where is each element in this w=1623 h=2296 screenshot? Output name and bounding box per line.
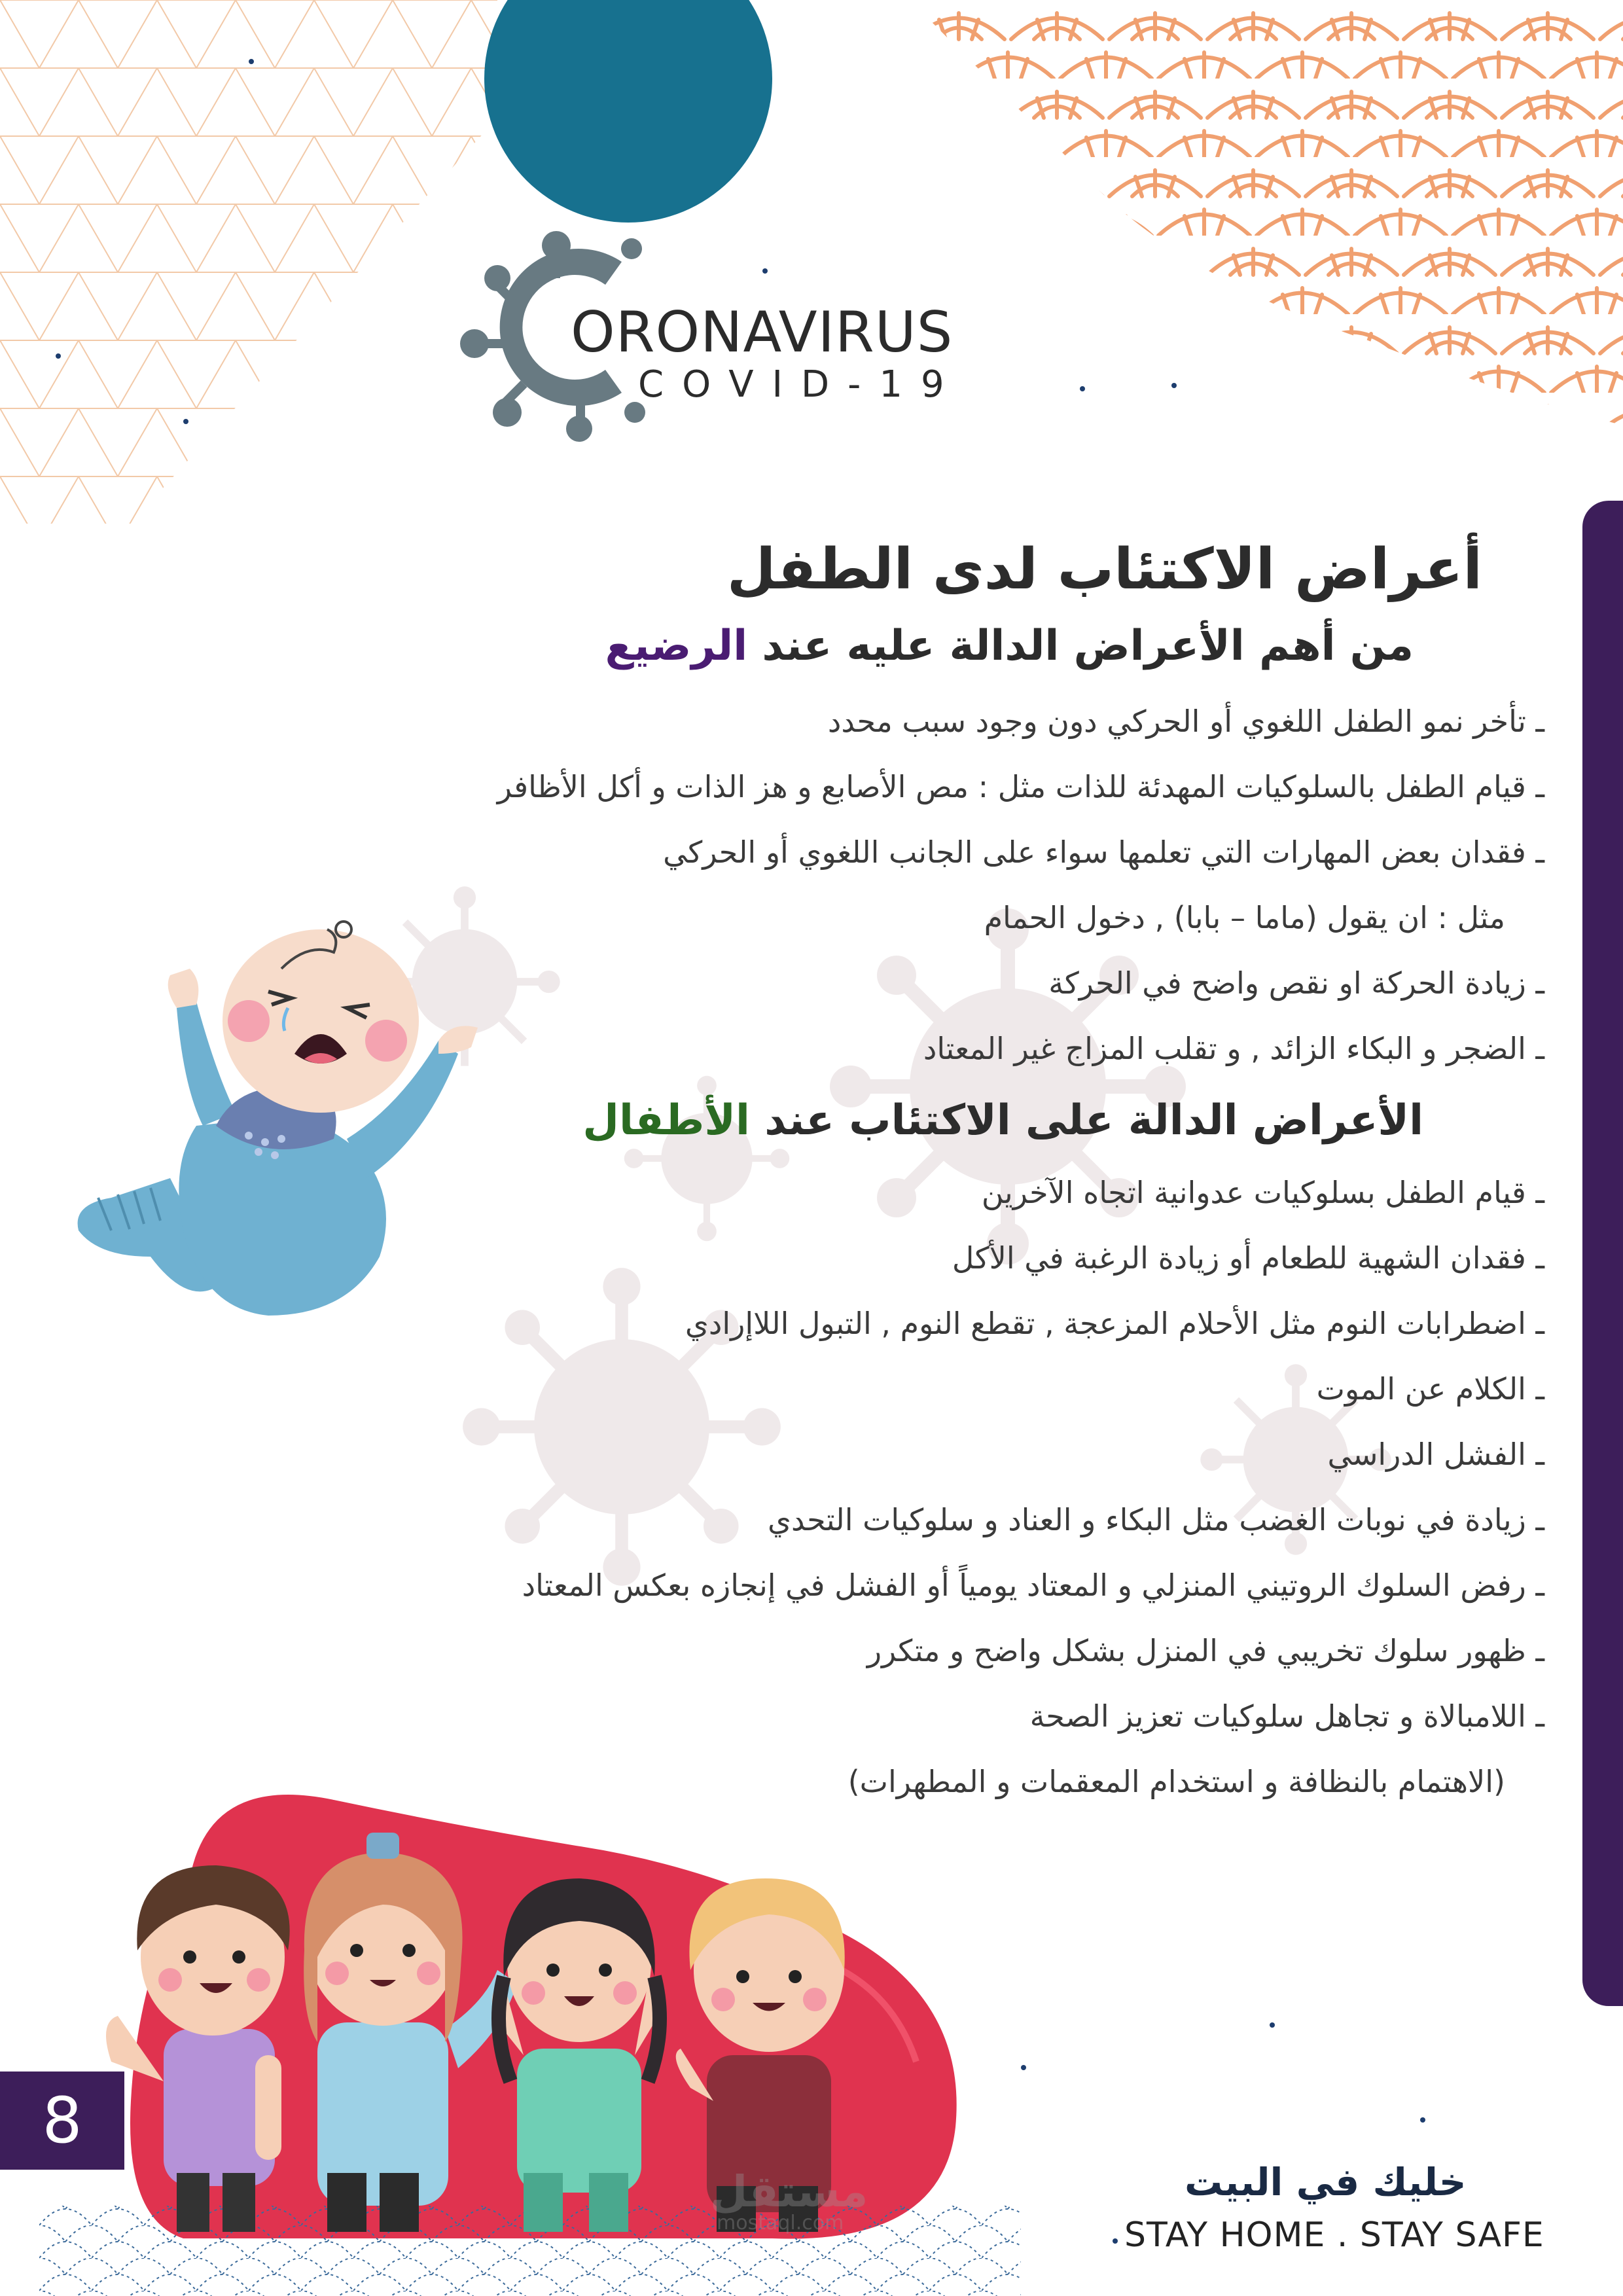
infant-list-item: ـ زيادة الحركة او نقص واضح في الحركة xyxy=(1048,965,1544,1001)
dot-decoration xyxy=(1420,2117,1425,2123)
page-title: أعراض الاكتئاب لدى الطفل xyxy=(726,537,1482,602)
children-heading-accent: الأطفال xyxy=(582,1096,750,1145)
site-watermark xyxy=(710,2166,868,2234)
infant-list-item: مثل : ان يقول (ماما – بابا) , دخول الحمام xyxy=(984,900,1505,935)
dot-decoration xyxy=(56,353,61,359)
dot-decoration xyxy=(249,59,254,64)
watermark-english: mostaql.com xyxy=(717,2212,844,2234)
infant-list-item: ـ الضجر و البكاء الزائد , و تقلب المزاج غير المعتاد xyxy=(923,1031,1544,1066)
children-list-item: ـ فقدان الشهية للطعام أو زيادة الرغبة في الأكل xyxy=(952,1240,1544,1276)
dot-decoration xyxy=(1021,2065,1026,2070)
dot-decoration xyxy=(1080,386,1085,391)
page-number: 8 xyxy=(0,2072,124,2170)
dot-decoration xyxy=(1171,383,1177,388)
dot-decoration xyxy=(1113,2238,1118,2244)
children-list-item: ـ الفشل الدراسي xyxy=(1327,1437,1544,1472)
children-list-item: ـ الكلام عن الموت xyxy=(1316,1371,1544,1407)
infant-section-heading xyxy=(605,622,1414,670)
geometric-pattern xyxy=(0,0,497,524)
children-list-item: ـ قيام الطفل بسلوكيات عدوانية اتجاه الآخرين xyxy=(981,1175,1544,1210)
infant-list-item: ـ فقدان بعض المهارات التي تعلمها سواء على الجانب اللغوي أو الحركي xyxy=(663,834,1544,870)
infant-list-item: ـ تأخر نمو الطفل اللغوي أو الحركي دون وجود سبب محدد xyxy=(827,704,1544,739)
crying-baby-illustration xyxy=(72,890,517,1355)
children-list-item: ـ اضطرابات النوم مثل الأحلام المزعجة , تقطع النوم , التبول اللاإرادي xyxy=(685,1306,1544,1341)
dot-decoration xyxy=(183,419,188,424)
infant-heading-prefix: من أهم الأعراض الدالة عليه عند xyxy=(762,622,1414,670)
blue-circle-decoration xyxy=(484,0,772,223)
logo-wordmark: ORONAVIRUS xyxy=(571,300,954,365)
infant-heading-accent: الرضيع xyxy=(605,622,748,670)
virus-watermark-icon xyxy=(825,903,1191,1270)
children-heading-prefix: الأعراض الدالة على الاكتئاب عند xyxy=(764,1096,1423,1145)
side-bar-decoration xyxy=(1582,501,1623,2006)
children-list-item: ـ زيادة في نوبات الغضب مثل البكاء و العناد و سلوكيات التحدي xyxy=(767,1502,1544,1537)
watermark-arabic: مستقل xyxy=(710,2166,868,2217)
scallop-pattern xyxy=(910,0,1623,425)
children-list-item: ـ ظهور سلوك تخريبي في المنزل بشكل واضح و متكرر xyxy=(866,1633,1544,1668)
infant-list-item: ـ قيام الطفل بالسلوكيات المهدئة للذات مثل : مص الأصابع و هز الذات و أكل الأظافر xyxy=(497,769,1544,804)
logo-subtitle: COVID-19 xyxy=(638,363,963,406)
children-list-item: ـ رفض السلوك الروتيني المنزلي و المعتاد يومياً أو الفشل في إنجازه بعكس المعتاد xyxy=(522,1568,1544,1603)
children-section-heading xyxy=(582,1096,1423,1145)
children-list-item: (الاهتمام بالنظافة و استخدام المعقمات و المطهرات) xyxy=(847,1764,1505,1799)
stay-home-arabic: خليك في البيت xyxy=(1185,2160,1467,2204)
children-list-item: ـ اللامبالاة و تجاهل سلوكيات تعزيز الصحة xyxy=(1029,1698,1544,1734)
dot-decoration xyxy=(1270,2022,1275,2028)
stay-home-english: STAY HOME . STAY SAFE xyxy=(1124,2215,1544,2255)
